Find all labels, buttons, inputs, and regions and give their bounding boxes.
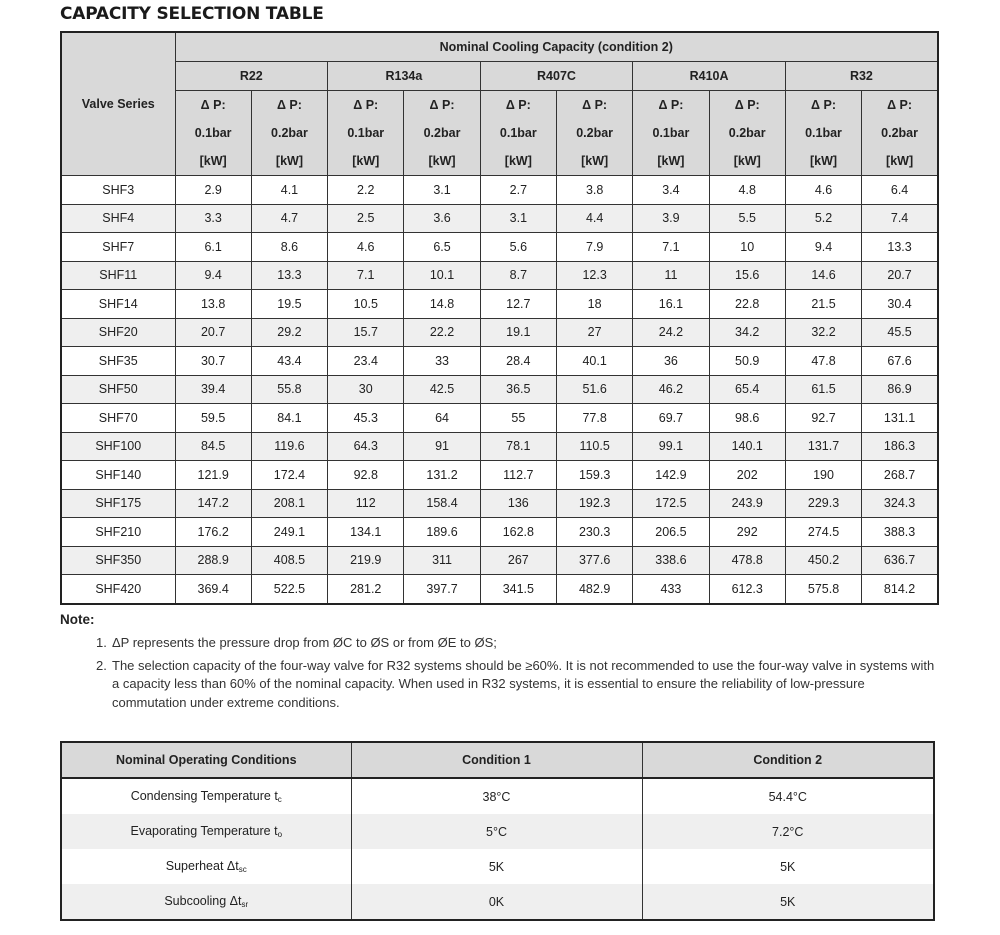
capacity-selection-table (60, 31, 939, 605)
capacity-cell: 6.4 (862, 176, 938, 205)
capacity-cell: 19.5 (251, 290, 327, 319)
capacity-cell: 65.4 (709, 375, 785, 404)
capacity-cell: 84.1 (251, 404, 327, 433)
pressure-drop-header-val: 0.2bar (881, 126, 918, 140)
capacity-cell: 189.6 (404, 518, 480, 547)
condition-label-subscript: o (277, 830, 283, 839)
table-row (61, 884, 934, 920)
capacity-cell: 21.5 (785, 290, 861, 319)
capacity-cell: 43.4 (251, 347, 327, 376)
capacity-cell: 10.5 (328, 290, 404, 319)
capacity-cell: 45.3 (328, 404, 404, 433)
capacity-cell: 67.6 (862, 347, 938, 376)
capacity-cell: 2.5 (328, 204, 404, 233)
capacity-cell: 22.2 (404, 318, 480, 347)
pressure-drop-header (709, 91, 785, 176)
valve-series-cell: SHF11 (61, 261, 175, 290)
condition-label-cell (61, 814, 351, 849)
condition-value-cell: 54.4°C (642, 778, 934, 814)
valve-series-cell: SHF140 (61, 461, 175, 490)
capacity-cell: 482.9 (556, 575, 632, 604)
capacity-cell: 30 (328, 375, 404, 404)
capacity-cell: 51.6 (556, 375, 632, 404)
capacity-cell: 15.6 (709, 261, 785, 290)
pressure-drop-header-dp: Δ P: (811, 98, 836, 112)
capacity-cell: 15.7 (328, 318, 404, 347)
capacity-cell: 172.4 (251, 461, 327, 490)
condition-label-subscript: sr (241, 900, 249, 909)
capacity-cell: 39.4 (175, 375, 251, 404)
condition-label-subscript: sc (238, 865, 247, 874)
capacity-cell: 311 (404, 546, 480, 575)
capacity-cell: 575.8 (785, 575, 861, 604)
capacity-cell: 77.8 (556, 404, 632, 433)
capacity-cell: 36 (633, 347, 709, 376)
valve-series-cell: SHF7 (61, 233, 175, 262)
valve-series-cell: SHF50 (61, 375, 175, 404)
capacity-cell: 397.7 (404, 575, 480, 604)
table-row (61, 489, 938, 518)
operating-conditions-table (60, 741, 935, 921)
capacity-cell: 13.3 (251, 261, 327, 290)
capacity-cell: 2.2 (328, 176, 404, 205)
condition-label-subscript: c (277, 795, 282, 804)
table-row (61, 778, 934, 814)
capacity-cell: 13.3 (862, 233, 938, 262)
refrigerant-header: R407C (480, 62, 633, 91)
capacity-cell: 99.1 (633, 432, 709, 461)
refrigerant-header: R134a (328, 62, 481, 91)
pressure-drop-header (862, 91, 938, 176)
capacity-cell: 92.8 (328, 461, 404, 490)
capacity-cell: 29.2 (251, 318, 327, 347)
pressure-drop-header-val: 0.1bar (347, 126, 385, 140)
capacity-cell: 64.3 (328, 432, 404, 461)
capacity-cell: 110.5 (556, 432, 632, 461)
capacity-cell: 55.8 (251, 375, 327, 404)
capacity-cell: 208.1 (251, 489, 327, 518)
capacity-cell: 7.1 (633, 233, 709, 262)
capacity-cell: 61.5 (785, 375, 861, 404)
valve-series-cell: SHF35 (61, 347, 175, 376)
capacity-cell: 47.8 (785, 347, 861, 376)
capacity-cell: 9.4 (785, 233, 861, 262)
pressure-drop-header-unit: [kW] (581, 154, 609, 168)
valve-series-cell: SHF210 (61, 518, 175, 547)
pressure-drop-header (328, 91, 404, 176)
page-title: CAPACITY SELECTION TABLE (60, 4, 324, 24)
pressure-drop-header-unit: [kW] (733, 154, 761, 168)
note-title: Note: (60, 612, 95, 627)
capacity-cell: 131.7 (785, 432, 861, 461)
note-number: 2. (96, 657, 107, 673)
capacity-cell: 16.1 (633, 290, 709, 319)
capacity-cell: 281.2 (328, 575, 404, 604)
pressure-drop-header-dp: Δ P: (887, 98, 913, 112)
pressure-drop-header-val: 0.1bar (805, 126, 842, 140)
capacity-cell: 131.2 (404, 461, 480, 490)
pressure-drop-header-val: 0.1bar (652, 126, 690, 140)
table-row (61, 432, 938, 461)
valve-series-cell: SHF20 (61, 318, 175, 347)
capacity-cell: 13.8 (175, 290, 251, 319)
capacity-cell: 814.2 (862, 575, 938, 604)
capacity-cell: 142.9 (633, 461, 709, 490)
capacity-cell: 112 (328, 489, 404, 518)
capacity-cell: 134.1 (328, 518, 404, 547)
table-row (61, 546, 938, 575)
capacity-cell: 341.5 (480, 575, 556, 604)
capacity-cell: 50.9 (709, 347, 785, 376)
capacity-cell: 3.1 (404, 176, 480, 205)
capacity-cell: 22.8 (709, 290, 785, 319)
capacity-cell: 11 (633, 261, 709, 290)
pressure-drop-header (633, 91, 709, 176)
table-row (61, 318, 938, 347)
table-row (61, 290, 938, 319)
capacity-cell: 27 (556, 318, 632, 347)
capacity-cell: 55 (480, 404, 556, 433)
capacity-cell: 243.9 (709, 489, 785, 518)
note-number: 1. (96, 635, 107, 650)
capacity-cell: 369.4 (175, 575, 251, 604)
pressure-drop-header-unit: [kW] (428, 154, 456, 168)
pressure-drop-header-dp: Δ P: (353, 98, 379, 112)
condition-label: Condensing Temperature t (130, 789, 278, 803)
capacity-cell: 14.8 (404, 290, 480, 319)
capacity-cell: 159.3 (556, 461, 632, 490)
capacity-cell: 4.6 (328, 233, 404, 262)
capacity-cell: 388.3 (862, 518, 938, 547)
capacity-cell: 36.5 (480, 375, 556, 404)
pressure-drop-header-dp: Δ P: (658, 98, 684, 112)
capacity-cell: 19.1 (480, 318, 556, 347)
capacity-cell: 33 (404, 347, 480, 376)
valve-series-cell: SHF14 (61, 290, 175, 319)
refrigerant-header: R410A (633, 62, 786, 91)
capacity-cell: 119.6 (251, 432, 327, 461)
capacity-cell: 30.7 (175, 347, 251, 376)
condition-label-cell (61, 778, 351, 814)
capacity-cell: 121.9 (175, 461, 251, 490)
capacity-cell: 20.7 (862, 261, 938, 290)
pressure-drop-header (480, 91, 556, 176)
capacity-cell: 4.6 (785, 176, 861, 205)
capacity-cell: 23.4 (328, 347, 404, 376)
pressure-drop-header (251, 91, 327, 176)
capacity-cell: 186.3 (862, 432, 938, 461)
pressure-drop-header-dp: Δ P: (582, 98, 608, 112)
capacity-cell: 6.5 (404, 233, 480, 262)
pressure-drop-header (556, 91, 632, 176)
capacity-cell: 140.1 (709, 432, 785, 461)
valve-series-cell: SHF100 (61, 432, 175, 461)
nominal-capacity-header: Nominal Cooling Capacity (condition 2) (175, 32, 938, 62)
table-row (61, 849, 934, 884)
table-row (61, 575, 938, 604)
capacity-cell: 8.7 (480, 261, 556, 290)
capacity-cell: 40.1 (556, 347, 632, 376)
capacity-cell: 34.2 (709, 318, 785, 347)
capacity-cell: 206.5 (633, 518, 709, 547)
capacity-cell: 69.7 (633, 404, 709, 433)
capacity-cell: 20.7 (175, 318, 251, 347)
capacity-cell: 158.4 (404, 489, 480, 518)
capacity-cell: 338.6 (633, 546, 709, 575)
capacity-cell: 5.2 (785, 204, 861, 233)
pressure-drop-header-unit: [kW] (199, 154, 227, 168)
conditions-column-header: Nominal Operating Conditions (61, 742, 351, 778)
capacity-cell: 12.3 (556, 261, 632, 290)
pressure-drop-header-unit: [kW] (809, 154, 838, 168)
pressure-drop-header-dp: Δ P: (276, 98, 302, 112)
capacity-cell: 202 (709, 461, 785, 490)
capacity-cell: 64 (404, 404, 480, 433)
valve-series-cell: SHF4 (61, 204, 175, 233)
capacity-cell: 249.1 (251, 518, 327, 547)
capacity-cell: 8.6 (251, 233, 327, 262)
pressure-drop-header-unit: [kW] (657, 154, 685, 168)
note-item (96, 634, 936, 653)
capacity-cell: 274.5 (785, 518, 861, 547)
capacity-cell: 10 (709, 233, 785, 262)
capacity-cell: 7.1 (328, 261, 404, 290)
capacity-cell: 219.9 (328, 546, 404, 575)
condition-value-cell: 38°C (351, 778, 642, 814)
capacity-cell: 91 (404, 432, 480, 461)
pressure-drop-header-dp: Δ P: (505, 98, 531, 112)
header-row-group (61, 32, 938, 62)
capacity-cell: 324.3 (862, 489, 938, 518)
capacity-cell: 3.3 (175, 204, 251, 233)
capacity-cell: 229.3 (785, 489, 861, 518)
capacity-cell: 2.7 (480, 176, 556, 205)
capacity-cell: 192.3 (556, 489, 632, 518)
capacity-cell: 433 (633, 575, 709, 604)
pressure-drop-header-row (61, 91, 938, 176)
pressure-drop-header-dp: Δ P: (734, 98, 760, 112)
capacity-cell: 92.7 (785, 404, 861, 433)
table-row (61, 404, 938, 433)
pressure-drop-header (404, 91, 480, 176)
capacity-cell: 32.2 (785, 318, 861, 347)
capacity-cell: 4.7 (251, 204, 327, 233)
capacity-cell: 4.8 (709, 176, 785, 205)
capacity-cell: 172.5 (633, 489, 709, 518)
capacity-cell: 86.9 (862, 375, 938, 404)
condition-value-cell: 5°C (351, 814, 642, 849)
pressure-drop-header-unit: [kW] (886, 154, 914, 168)
condition-label-cell (61, 849, 351, 884)
condition-value-cell: 0K (351, 884, 642, 920)
capacity-cell: 162.8 (480, 518, 556, 547)
capacity-cell: 478.8 (709, 546, 785, 575)
table-row (61, 347, 938, 376)
capacity-cell: 4.4 (556, 204, 632, 233)
condition-label: Evaporating Temperature t (130, 824, 278, 838)
conditions-header-row (61, 742, 934, 778)
table-row (61, 375, 938, 404)
valve-series-cell: SHF350 (61, 546, 175, 575)
capacity-cell: 6.1 (175, 233, 251, 262)
table-row (61, 814, 934, 849)
capacity-cell: 9.4 (175, 261, 251, 290)
table-row (61, 261, 938, 290)
capacity-cell: 5.6 (480, 233, 556, 262)
capacity-cell: 190 (785, 461, 861, 490)
capacity-cell: 46.2 (633, 375, 709, 404)
pressure-drop-header-val: 0.1bar (499, 126, 537, 140)
pressure-drop-header-val: 0.2bar (576, 126, 614, 140)
table-row (61, 461, 938, 490)
condition-label: Superheat Δt (165, 859, 239, 873)
table-row (61, 204, 938, 233)
valve-series-header: Valve Series (61, 32, 175, 176)
capacity-cell: 5.5 (709, 204, 785, 233)
conditions-column-header: Condition 1 (351, 742, 642, 778)
capacity-cell: 24.2 (633, 318, 709, 347)
capacity-cell: 7.9 (556, 233, 632, 262)
capacity-cell: 636.7 (862, 546, 938, 575)
capacity-cell: 3.8 (556, 176, 632, 205)
refrigerant-header: R32 (785, 62, 938, 91)
note-list (96, 634, 936, 716)
valve-series-cell: SHF420 (61, 575, 175, 604)
capacity-cell: 14.6 (785, 261, 861, 290)
condition-value-cell: 7.2°C (642, 814, 934, 849)
capacity-cell: 268.7 (862, 461, 938, 490)
note-text: ΔP represents the pressure drop from ØC to ØS or from ØE to ØS; (112, 635, 497, 650)
conditions-column-header: Condition 2 (642, 742, 934, 778)
valve-series-cell: SHF175 (61, 489, 175, 518)
capacity-cell: 42.5 (404, 375, 480, 404)
pressure-drop-header-unit: [kW] (275, 154, 303, 168)
table-row (61, 233, 938, 262)
capacity-cell: 176.2 (175, 518, 251, 547)
capacity-cell: 522.5 (251, 575, 327, 604)
refrigerant-header: R22 (175, 62, 328, 91)
note-item (96, 657, 936, 713)
capacity-cell: 28.4 (480, 347, 556, 376)
capacity-cell: 3.1 (480, 204, 556, 233)
valve-series-cell: SHF70 (61, 404, 175, 433)
capacity-cell: 30.4 (862, 290, 938, 319)
capacity-cell: 98.6 (709, 404, 785, 433)
capacity-cell: 292 (709, 518, 785, 547)
capacity-cell: 612.3 (709, 575, 785, 604)
capacity-cell: 288.9 (175, 546, 251, 575)
capacity-cell: 10.1 (404, 261, 480, 290)
capacity-cell: 7.4 (862, 204, 938, 233)
capacity-cell: 84.5 (175, 432, 251, 461)
valve-series-cell: SHF3 (61, 176, 175, 205)
capacity-cell: 450.2 (785, 546, 861, 575)
capacity-cell: 12.7 (480, 290, 556, 319)
capacity-cell: 45.5 (862, 318, 938, 347)
capacity-cell: 230.3 (556, 518, 632, 547)
pressure-drop-header-unit: [kW] (504, 154, 532, 168)
pressure-drop-header-unit: [kW] (352, 154, 380, 168)
pressure-drop-header-val: 0.2bar (728, 126, 766, 140)
condition-label: Subcooling Δt (164, 894, 242, 908)
pressure-drop-header (785, 91, 861, 176)
capacity-cell: 3.6 (404, 204, 480, 233)
pressure-drop-header-dp: Δ P: (429, 98, 455, 112)
pressure-drop-header-val: 0.2bar (423, 126, 461, 140)
table-row (61, 518, 938, 547)
capacity-cell: 78.1 (480, 432, 556, 461)
pressure-drop-header-dp: Δ P: (200, 98, 226, 112)
condition-value-cell: 5K (642, 849, 934, 884)
capacity-cell: 2.9 (175, 176, 251, 205)
capacity-cell: 377.6 (556, 546, 632, 575)
condition-label-cell (61, 884, 351, 920)
capacity-cell: 18 (556, 290, 632, 319)
capacity-cell: 136 (480, 489, 556, 518)
pressure-drop-header (175, 91, 251, 176)
refrigerant-header-row (61, 62, 938, 91)
note-text: The selection capacity of the four-way valve for R32 systems should be ≥60%. It is not recommended to use the four-way valve in systems with a capacity less than 60% of the nominal capacity. When used in R32 systems, it is essential to ensure the reliability of low-pressure commutation under extreme conditions. (112, 657, 935, 710)
capacity-cell: 3.4 (633, 176, 709, 205)
capacity-cell: 131.1 (862, 404, 938, 433)
capacity-cell: 4.1 (251, 176, 327, 205)
capacity-cell: 147.2 (175, 489, 251, 518)
capacity-cell: 267 (480, 546, 556, 575)
capacity-cell: 59.5 (175, 404, 251, 433)
table-row (61, 176, 938, 205)
capacity-cell: 408.5 (251, 546, 327, 575)
pressure-drop-header-val: 0.2bar (271, 126, 308, 140)
pressure-drop-header-val: 0.1bar (194, 126, 232, 140)
capacity-cell: 3.9 (633, 204, 709, 233)
condition-value-cell: 5K (351, 849, 642, 884)
condition-value-cell: 5K (642, 884, 934, 920)
capacity-cell: 112.7 (480, 461, 556, 490)
